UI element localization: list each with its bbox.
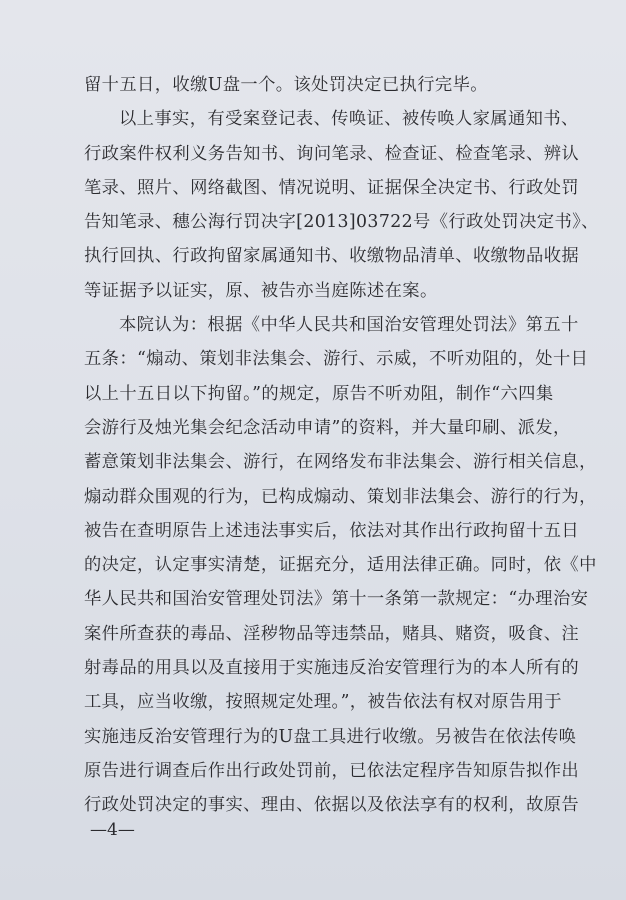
page-number: —4— xyxy=(90,820,135,840)
text-line: 蓄意策划非法集会、游行，在网络发布非法集会、游行相关信息， xyxy=(84,452,597,473)
text-line: 华人民共和国治安管理处罚法》第十一条第一款规定：“办理治安 xyxy=(84,589,589,610)
document-body xyxy=(84,68,599,823)
text-line: 告知笔录、穗公海行罚决字[2013]03722号《行政处罚决定书》、 xyxy=(84,212,599,233)
text-line: 被告在查明原告上述违法事实后，依法对其作出行政拘留十五日 xyxy=(84,520,580,541)
text-line: 本院认为：根据《中华人民共和国治安管理处罚法》第五十 xyxy=(119,315,579,336)
text-line: 留十五日，收缴U盘一个。该处罚决定已执行完毕。 xyxy=(84,75,488,95)
text-line: 以上事实，有受案登记表、传唤证、被传唤人家属通知书、 xyxy=(119,109,579,130)
text-line: 实施违反治安管理行为的U盘工具进行收缴。另被告在依法传唤 xyxy=(84,726,577,747)
text-line: 行政案件权利义务告知书、询问笔录、检查证、检查笔录、辨认 xyxy=(84,143,580,164)
text-line: 射毒品的用具以及直接用于实施违反治安管理行为的本人所有的 xyxy=(84,658,580,679)
text-line: 工具，应当收缴，按照规定处理。”，被告依法有权对原告用于 xyxy=(84,692,562,713)
text-line: 会游行及烛光集会纪念活动申请”的资料，并大量印刷、派发， xyxy=(84,417,571,438)
text-line: 笔录、照片、网络截图、情况说明、证据保全决定书、行政处罚 xyxy=(84,177,580,198)
text-line: 案件所查获的毒品、淫秽物品等违禁品，赌具、赌资，吸食、注 xyxy=(84,623,580,644)
text-line: 以上十五日以下拘留。”的规定，原告不听劝阻，制作“六四集 xyxy=(84,383,554,404)
text-line: 五条：“煽动、策划非法集会、游行、示威，不听劝阻的，处十日 xyxy=(84,349,589,370)
text-line: 的决定，认定事实清楚，证据充分，适用法律正确。同时，依《中 xyxy=(84,555,597,576)
text-line: 煽动群众围观的行为，已构成煽动、策划非法集会、游行的行为， xyxy=(84,486,597,507)
text-line: 行政处罚决定的事实、理由、依据以及依法享有的权利，故原告 xyxy=(84,795,580,816)
text-line: 等证据予以证实，原、被告亦当庭陈述在案。 xyxy=(84,280,438,301)
text-line: 执行回执、行政拘留家属通知书、收缴物品清单、收缴物品收据 xyxy=(84,246,580,267)
text-line: 原告进行调查后作出行政处罚前，已依法定程序告知原告拟作出 xyxy=(84,760,580,781)
